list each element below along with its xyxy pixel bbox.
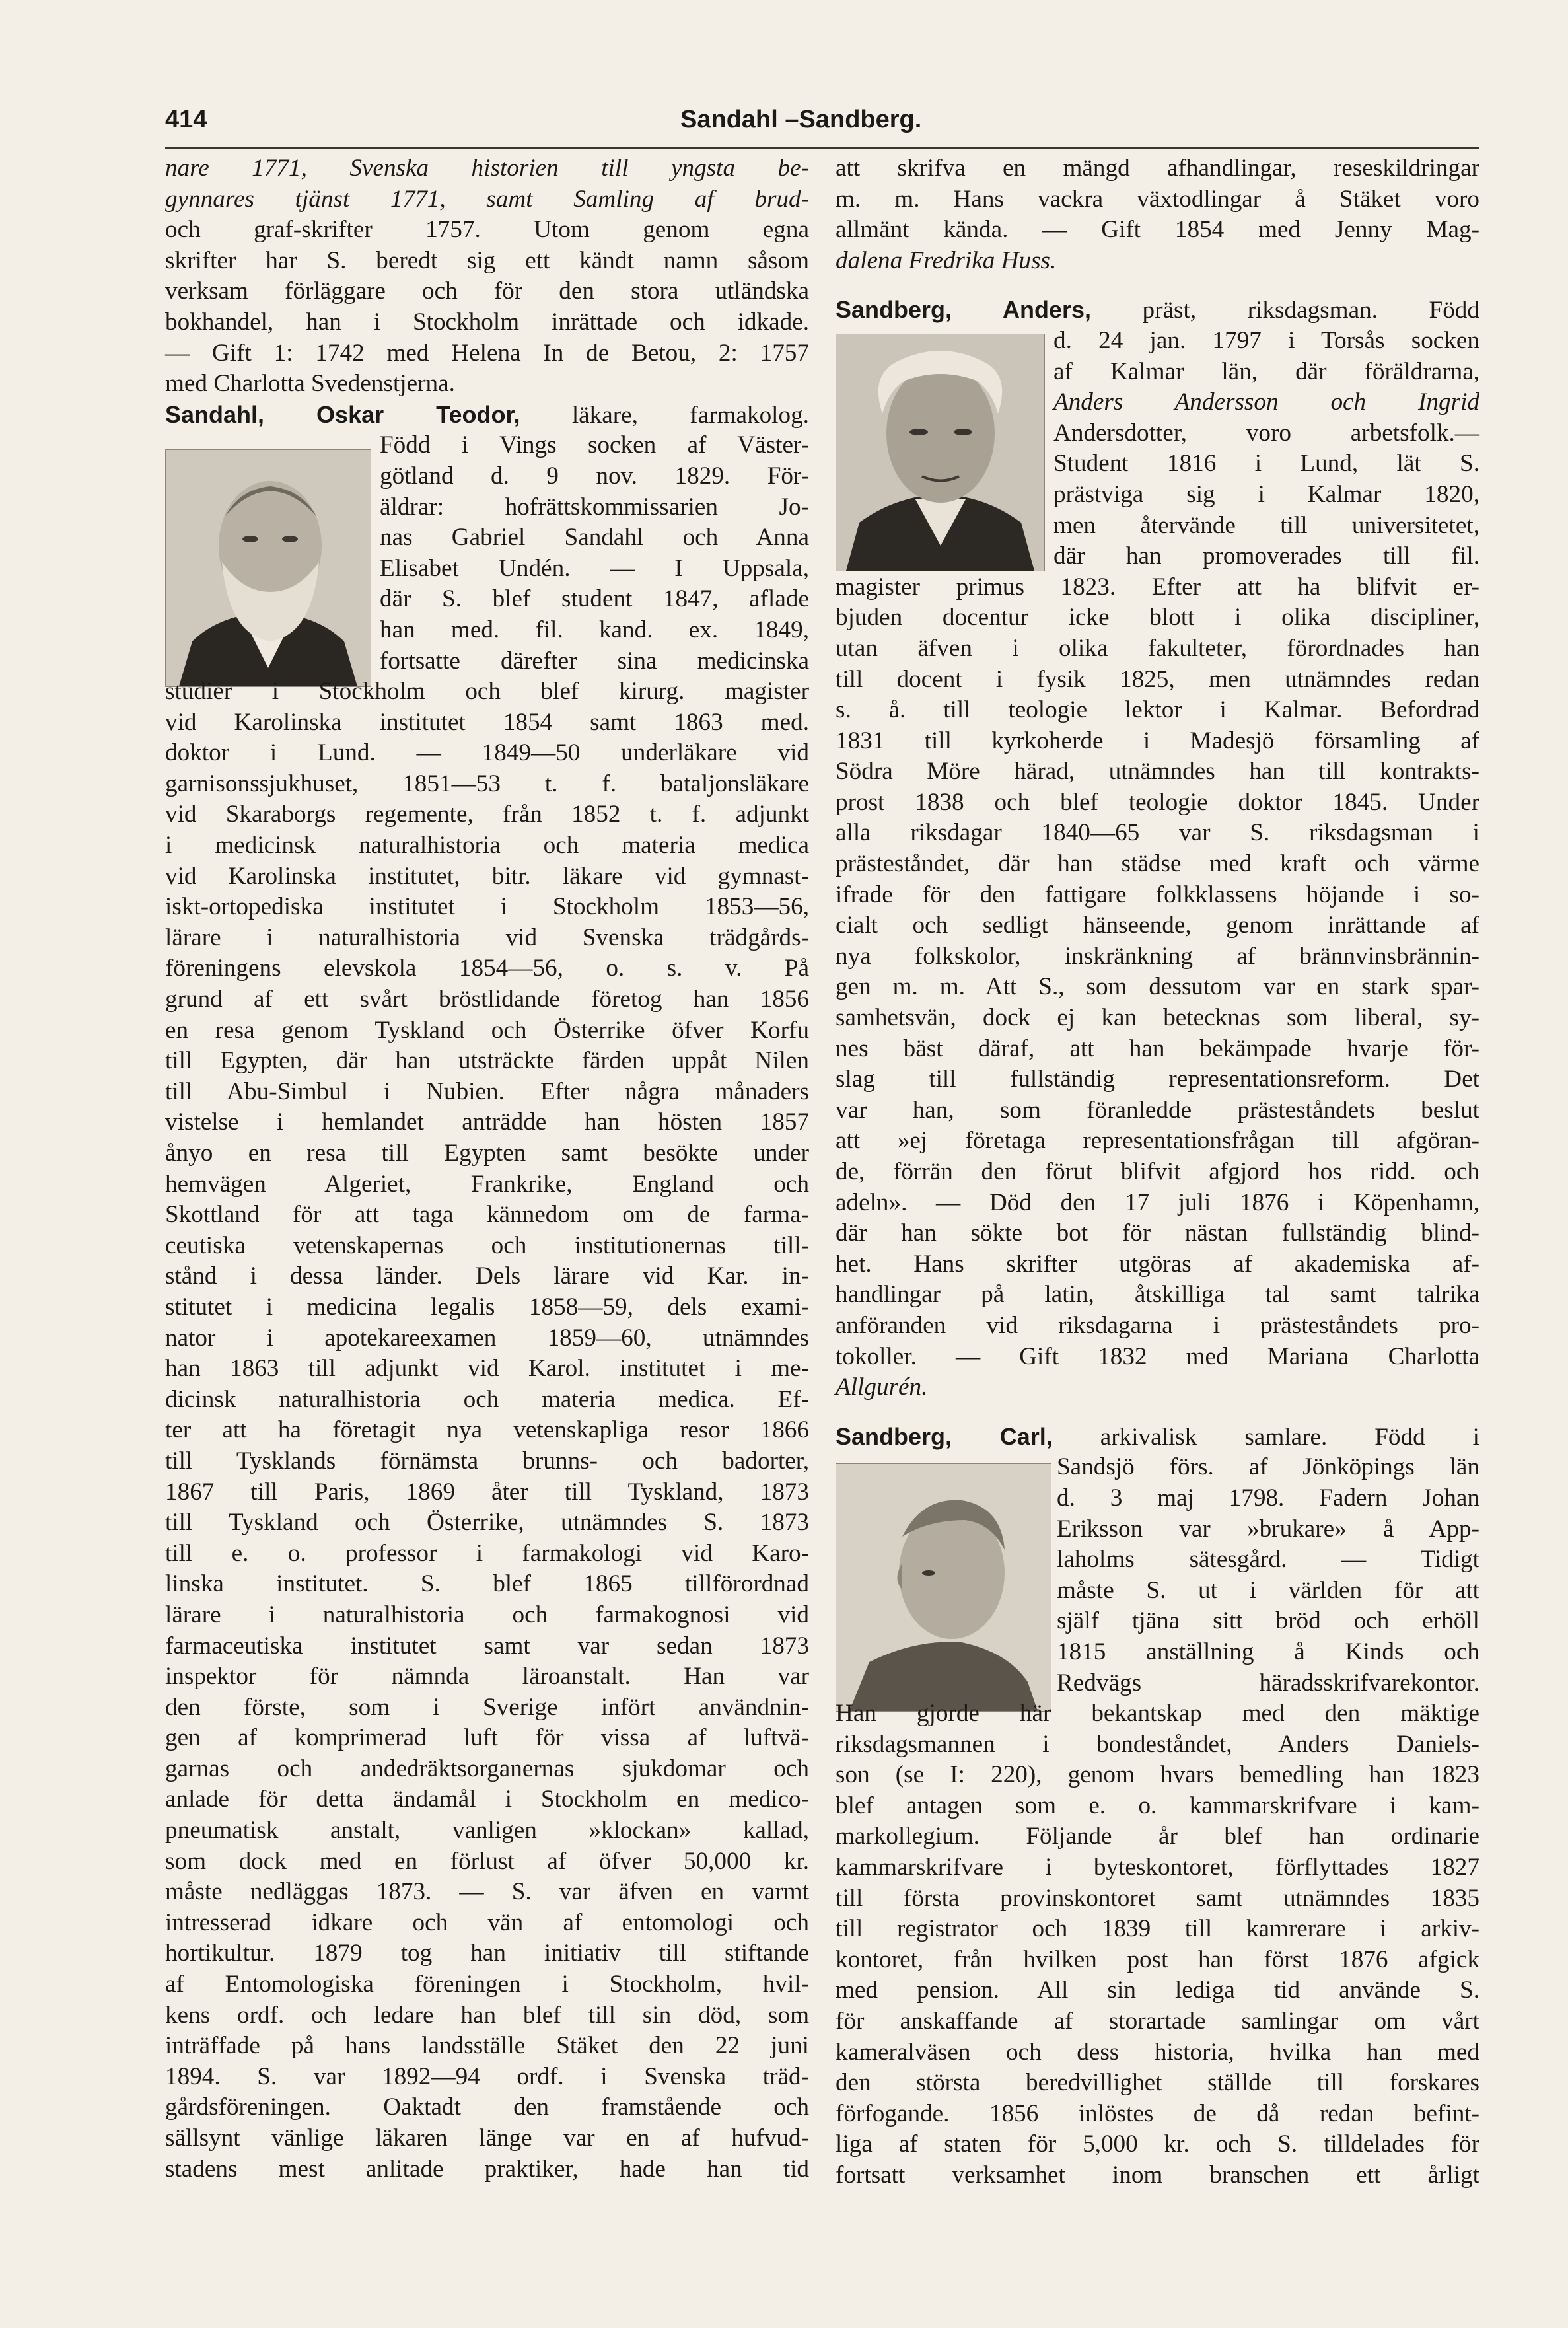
text-line: garnas och andedräktsorganernas sjukdomar och [165,1755,809,1782]
entry-carl-body [836,1698,1479,2191]
text-line: han med. fil. kand. ex. 1849, [380,616,809,643]
text-line: måste S. ut i världen för att [1057,1576,1479,1604]
text-line: dicinsk naturalhistoria och materia medica. Ef- [165,1385,809,1413]
text-line: hortikultur. 1879 tog han initiativ till stiftande [165,1940,809,1967]
text-line: iskt-ortopediska institutet i Stockholm 1853—56, [165,893,809,921]
text-line: anlade för detta ändamål i Stockholm en medico- [165,1786,809,1813]
headword: Sandahl, Oskar Teodor, [165,400,520,428]
text-line: adeln». — Död den 17 juli 1876 i Köpenhamn, [836,1188,1479,1216]
text-line: de, förrän den förut blifvit afgjord hos ridd. och [836,1158,1479,1185]
text-line: stånd i dessa länder. Dels lärare vid Kar. in- [165,1262,809,1290]
text-line: hemvägen Algeriet, Frankrike, England och [165,1170,809,1198]
text-line: allmänt kända. — Gift 1854 med Jenny Mag- [836,216,1479,244]
text-line: ter att ha företagit nya vetenskapliga resor 1866 [165,1416,809,1444]
text-line: slag till fullständig representationsreform. Det [836,1066,1479,1093]
text-line: med Charlotta Svedenstjerna. [165,370,455,398]
text-line: vid Skaraborgs regemente, från 1852 t. f. adjunkt [165,801,809,828]
text-line: som dock med en förlust af öfver 50,000 kr. [165,1847,809,1875]
text-line: 1815 anställning å Kinds och [1057,1638,1479,1665]
text-line: blef antagen som e. o. kammarskrifvare i kam- [836,1792,1479,1819]
text-line: bokhandel, han i Stockholm inrättade och idkade. [165,308,809,336]
text-line: kontoret, från hvilken post han först 1876 afgick [836,1946,1479,1973]
text-line: gen af komprimerad luft för vissa af luftvä- [165,1724,809,1752]
text-line: anföranden vid riksdagarna i prästeståndets pro- [836,1311,1479,1339]
text-line: med pension. All sin lediga tid använde S. [836,1977,1479,2004]
text-line: nare 1771, Svenska historien till yngsta be- [165,155,809,182]
text-line: måste nedläggas 1873. — S. var äfven en varmt [165,1878,809,1906]
entry-anders-narrow [836,326,1479,572]
entry-anders-body [836,572,1479,1403]
text-line: d. 3 maj 1798. Fadern Johan [1057,1484,1479,1511]
text-line: Allgurén. [836,1373,928,1401]
text-line: inträffade på hans landsställe Stäket den 22 juni [165,2032,809,2060]
running-head: Sandahl –Sandberg. [680,106,922,133]
text-line: Han gjorde här bekantskap med den mäktige [836,1700,1479,1728]
text-line: alla riksdagar 1840—65 var S. riksdagsman i [836,819,1479,847]
text-line: samhetsvän, dock ej kan betecknas som liberal, sy- [836,1004,1479,1032]
text-line: linska institutet. S. blef 1865 tillförordnad [165,1570,809,1598]
text-line: garnisonssjukhuset, 1851—53 t. f. bataljonsläkare [165,770,809,797]
text-line: Skottland för att taga kännedom om de farma- [165,1201,809,1229]
text-line: till första provinskontoret samt utnämndes 1835 [836,1884,1479,1912]
text-line: prästeståndet, där han städse med kraft och värme [836,850,1479,878]
text-line: studier i Stockholm och blef kirurg. magister [165,678,809,706]
text-line: tokoller. — Gift 1832 med Mariana Charlotta [836,1342,1479,1370]
text-line: fortsatte därefter sina medicinska [380,647,809,674]
text-line: till e. o. professor i farmakologi vid Karo- [165,1539,809,1567]
text-line: gynnares tjänst 1771, samt Samling af brud- [165,185,809,213]
text-line: till registrator och 1839 till kamrerare i arkiv- [836,1915,1479,1943]
text-line: doktor i Lund. — 1849—50 underläkare vid [165,739,809,767]
text-line: till docent i fysik 1825, men utnämndes redan [836,665,1479,693]
text-line: kammarskrifvare i byteskontoret, förflyttades 1827 [836,1854,1479,1881]
text-line: laholms sätesgård. — Tidigt [1057,1546,1479,1574]
text-line: bjuden docentur icke blott i olika discipliner, [836,604,1479,632]
text-line: magister primus 1823. Efter att ha blifvit er- [836,573,1479,600]
text-line: själf tjäna sitt bröd och erhöll [1057,1607,1479,1635]
text-line: 1831 till kyrkoherde i Madesjö församling af [836,727,1479,754]
left-column [165,153,809,2185]
text-line: 1867 till Paris, 1869 åter till Tyskland, 1873 [165,1478,809,1506]
text-line: götland d. 9 nov. 1829. För- [380,462,809,490]
entry-head-rest: läkare, farmakolog. [520,401,809,429]
text-line: till Tysklands förnämsta brunns- och badorter, [165,1447,809,1474]
text-line: markollegium. Följande år blef han ordinarie [836,1823,1479,1850]
text-line: af Entomologiska föreningen i Stockholm, hvil- [165,1971,809,1998]
right-column [836,153,1479,2191]
text-line: nya folkskolor, inskränkning af brännvinsbrännin- [836,942,1479,970]
text-line: riksdagsmannen i bondeståndet, Anders Daniels- [836,1730,1479,1758]
text-line: nator i apotekareexamen 1859—60, utnämndes [165,1324,809,1352]
text-line: för anskaffande af storartade samlingar om vårt [836,2008,1479,2035]
text-line: till Egypten, där han utsträckte färden uppåt Nilen [165,1047,809,1075]
text-line: Anders Andersson och Ingrid [1053,388,1479,416]
text-line: het. Hans skrifter utgöras af akademiska af- [836,1250,1479,1278]
headword: Sandberg, Carl, [836,1422,1053,1450]
text-line: äldrar: hofrättskommissarien Jo- [380,493,809,521]
text-line: gen m. m. Att S., som dessutom var en stark spar- [836,973,1479,1001]
text-line: handlingar på latin, åtskilliga tal samt talrika [836,1281,1479,1309]
text-line: till Tyskland och Österrike, utnämndes S. 1873 [165,1509,809,1537]
text-line: nes bäst däraf, att han bekämpade hvarje för- [836,1035,1479,1062]
text-line: gårdsföreningen. Oaktadt den framstående och [165,2093,809,2121]
text-line: verksam förläggare och för den stora utländska [165,277,809,305]
text-line: den förste, som i Sverige infört användnin- [165,1693,809,1721]
text-line: där han sökte bot för nästan fullständig blind- [836,1219,1479,1247]
text-line: förfogande. 1856 inlöstes de då redan befint- [836,2099,1479,2127]
text-line: Södra Möre härad, utnämndes han till kontrakts- [836,758,1479,785]
entry-carl-narrow [836,1452,1479,1698]
text-line: prost 1838 och blef teologie doktor 1845. Under [836,788,1479,816]
entry-head-rest: präst, riksdagsman. Född [1091,297,1479,324]
text-line: ceutiska vetenskapernas och institutionernas till- [165,1231,809,1259]
text-line: Sandsjö förs. af Jönköpings län [1057,1453,1479,1481]
text-line: vid Karolinska institutet, bitr. läkare vid gymnast- [165,862,809,890]
text-line: ifrade för den fattigare folkklassens höjande i so- [836,881,1479,908]
text-line: s. å. till teologie lektor i Kalmar. Befordrad [836,696,1479,724]
text-line: ånyo en resa till Egypten samt besökte under [165,1140,809,1167]
text-line: vid Karolinska institutet 1854 samt 1863 med. [165,708,809,736]
text-line: cialt och sedligt hänseende, genom inrättande af [836,912,1479,939]
text-line: den största beredvillighet ställde till forskares [836,2069,1479,2097]
text-line: d. 24 jan. 1797 i Torsås socken [1053,326,1479,354]
header-rule [165,147,1479,149]
text-line: vistelse i hemlandet anträdde han hösten 1857 [165,1109,809,1136]
text-line: af Kalmar län, där föräldrarna, [1053,357,1479,385]
text-line: son (se I: 220), genom hvars bemedling han 1823 [836,1761,1479,1789]
text-line: där S. blef student 1847, aflade [380,585,809,613]
text-line: Redvägs häradsskrifvarekontor. [1057,1669,1479,1696]
entry-head-anders-sandberg [836,295,1479,326]
text-line: utan äfven i olika fakulteter, förordnades han [836,634,1479,662]
text-line: liga af staten för 5,000 kr. och S. tilldelades för [836,2130,1479,2158]
text-line: pneumatisk anstalt, vanligen »klockan» kallad, [165,1817,809,1844]
text-line: kameralväsen och dess historia, hvilka han med [836,2038,1479,2066]
text-line: inspektor för nämnda läroanstalt. Han var [165,1663,809,1691]
text-line: Född i Vings socken af Väster- [380,431,809,459]
text-line: stitutet i medicina legalis 1858—59, dels exami- [165,1293,809,1321]
text-line: Eriksson var »brukare» å App- [1057,1515,1479,1543]
entry-oskar-body [165,676,809,2185]
text-line: farmaceutiska institutet samt var sedan 1873 [165,1632,809,1659]
text-line: lärare i naturalhistoria och farmakognosi vid [165,1601,809,1628]
text-line: nas Gabriel Sandahl och Anna [380,524,809,552]
text-line: till Abu-Simbul i Nubien. Efter några månaders [165,1077,809,1105]
entry-head-rest: arkivalisk samlare. Född i [1052,1423,1480,1451]
text-line: m. m. Hans vackra växtodlingar å Stäket voro [836,185,1479,213]
text-line: — Gift 1: 1742 med Helena In de Betou, 2: 1757 [165,339,809,367]
entry-head-carl-sandberg [836,1422,1479,1453]
text-line: stadens mest anlitade praktiker, hade han tid [165,2155,809,2183]
entry-head-oskar-sandahl [165,400,809,431]
entry-oskar-narrow [165,430,809,676]
text-line: föreningens elevskola 1854—56, o. s. v. På [165,955,809,982]
text-line: grund af ett svårt bröstlidande företog han 1856 [165,986,809,1013]
text-line: en resa genom Tyskland och Österrike öfver Korfu [165,1016,809,1044]
text-line: prästviga sig i Kalmar 1820, [1053,480,1479,508]
text-line: Andersdotter, voro arbetsfolk.— [1053,419,1479,447]
text-line: Student 1816 i Lund, lät S. [1053,450,1479,478]
headword: Sandberg, Anders, [836,296,1091,324]
text-line: i medicinsk naturalhistoria och materia medica [165,832,809,859]
text-line: kens ordf. och ledare han blef till sin död, som [165,2001,809,2029]
text-line: fortsatt verksamhet inom branschen ett årligt [836,2162,1479,2189]
text-line: men återvände till universitetet, [1053,511,1479,539]
text-line: där han promoverades till fil. [1053,542,1479,570]
text-line: och graf-skrifter 1757. Utom genom egna [165,216,809,244]
text-line: att skrifva en mängd afhandlingar, reseskildringar [836,155,1479,182]
text-line: han 1863 till adjunkt vid Karol. institutet i me- [165,1355,809,1383]
text-line: lärare i naturalhistoria vid Svenska trädgårds- [165,924,809,951]
text-line: sällsynt vänlige läkaren länge var en af hufvud- [165,2125,809,2152]
text-line: intresserad idkare och vän af entomologi och [165,1909,809,1936]
text-line: att »ej företaga representationsfrågan till afgöran- [836,1127,1479,1155]
page-number: 414 [165,106,207,133]
text-line: dalena Fredrika Huss. [836,246,1057,274]
text-line: skrifter har S. beredt sig ett kändt namn såsom [165,246,809,274]
text-line: Elisabet Undén. — I Uppsala, [380,554,809,582]
text-line: var han, som föranledde prästeståndets beslut [836,1096,1479,1124]
text-line: 1894. S. var 1892—94 ordf. i Svenska träd- [165,2062,809,2090]
